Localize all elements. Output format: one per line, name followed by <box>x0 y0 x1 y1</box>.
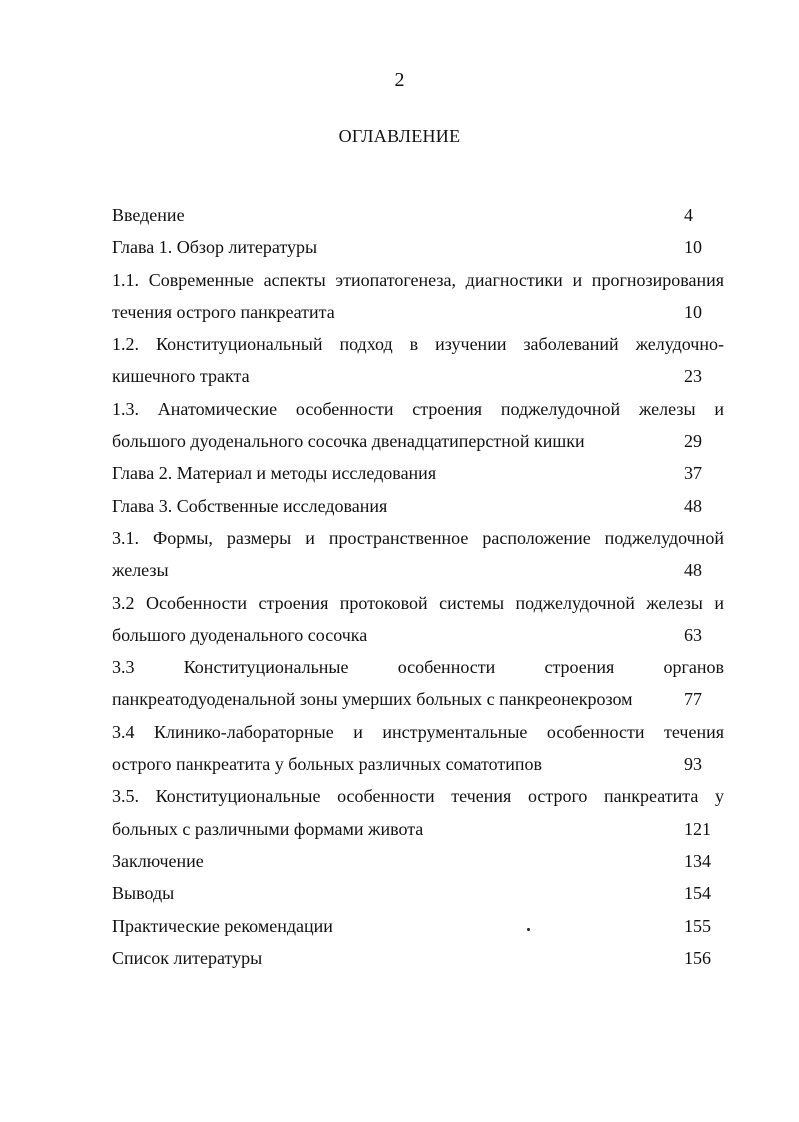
toc-entry-text: острого панкреатита у больных различных соматотипов <box>112 754 543 775</box>
toc-entry-references <box>112 942 724 974</box>
toc-entry-chapter-3 <box>112 490 724 522</box>
toc-page-number: 48 <box>684 560 702 581</box>
toc-entry-section-3-1 <box>112 522 724 554</box>
toc-entry-section-3-1-cont <box>112 554 724 586</box>
toc-page-number: 37 <box>684 463 702 484</box>
toc-entry-section-1-2-cont <box>112 360 724 392</box>
toc-entry-intro <box>112 199 724 231</box>
table-of-contents <box>112 199 724 974</box>
toc-entry-text: 3.1. Формы, размеры и пространственное расположение поджелудочной <box>112 527 724 548</box>
toc-page-number: 121 <box>684 818 711 839</box>
toc-entry-text: кишечного тракта <box>112 366 250 387</box>
toc-entry-section-3-4-cont <box>112 748 724 780</box>
toc-page-number: 77 <box>684 689 702 710</box>
toc-page-number: 23 <box>684 366 702 387</box>
toc-page-number: 93 <box>684 754 702 775</box>
page-number: 2 <box>394 69 405 91</box>
page-title: ОГЛАВЛЕНИЕ <box>338 126 461 146</box>
toc-page-number: 63 <box>684 624 702 645</box>
toc-page-number: 154 <box>684 883 711 904</box>
toc-entry-text: 1.1. Современные аспекты этиопатогенеза, диагностики и прогнозирования <box>112 269 724 290</box>
toc-entry-text: Заключение <box>112 850 204 871</box>
toc-entry-section-3-5-cont <box>112 813 724 845</box>
toc-page-number: 156 <box>684 947 711 968</box>
toc-entry-section-1-3-cont <box>112 425 724 457</box>
toc-entry-text: железы <box>112 560 169 581</box>
toc-entry-section-1-1-cont <box>112 296 724 328</box>
stray-dot <box>527 928 530 931</box>
toc-entry-text: большого дуоденального сосочка двенадцатиперстной кишки <box>112 431 585 452</box>
toc-entry-text: Глава 1. Обзор литературы <box>112 237 318 258</box>
toc-entry-section-1-3 <box>112 393 724 425</box>
toc-entry-chapter-2 <box>112 457 724 489</box>
toc-page-number: 155 <box>684 915 711 936</box>
toc-entry-text: панкреатодуоденальной зоны умерших больных с панкреонекрозом <box>112 689 633 710</box>
toc-entry-text: Список литературы <box>112 947 263 968</box>
toc-entry-text: Глава 3. Собственные исследования <box>112 495 388 516</box>
toc-entry-section-3-5 <box>112 780 724 812</box>
toc-page-number: 29 <box>684 431 702 452</box>
toc-entry-recommendations <box>112 910 724 942</box>
toc-entry-section-3-2 <box>112 587 724 619</box>
toc-entry-text: 3.5. Конституциональные особенности течения острого панкреатита у <box>112 786 724 807</box>
toc-entry-chapter-1 <box>112 231 724 263</box>
toc-entry-text: больных с различными формами живота <box>112 818 424 839</box>
toc-entry-text: 1.3. Анатомические особенности строения поджелудочной железы и <box>112 398 724 419</box>
toc-entry-text: Введение <box>112 205 185 225</box>
toc-entry-section-1-1 <box>112 264 724 296</box>
toc-entry-text: 1.2. Конституциональный подход в изучении заболеваний желудочно- <box>112 334 724 355</box>
toc-page-number: 134 <box>684 850 711 871</box>
toc-entry-text: 3.3 Конституциональные особенности строения органов <box>112 657 724 678</box>
toc-entry-text: Глава 2. Материал и методы исследования <box>112 463 437 484</box>
toc-page-number: 10 <box>684 237 702 258</box>
toc-entry-text: Выводы <box>112 883 175 904</box>
toc-entry-text: 3.2 Особенности строения протоковой системы поджелудочной железы и <box>112 592 724 613</box>
toc-entry-text: большого дуоденального сосочка <box>112 624 368 645</box>
toc-entry-text: Практические рекомендации <box>112 915 333 936</box>
toc-entry-conclusion <box>112 845 724 877</box>
toc-entry-section-3-3-cont <box>112 683 724 715</box>
toc-page-number: 10 <box>684 301 702 322</box>
toc-entry-section-3-2-cont <box>112 619 724 651</box>
toc-entry-text: 3.4 Клинико-лабораторные и инструментальные особенности течения <box>112 721 724 742</box>
toc-entry-findings <box>112 877 724 909</box>
toc-entry-section-3-3 <box>112 651 724 683</box>
toc-page-number: 4 <box>684 205 693 225</box>
toc-entry-text: течения острого панкреатита <box>112 301 335 322</box>
toc-page-number: 48 <box>684 495 702 516</box>
toc-entry-section-3-4 <box>112 716 724 748</box>
toc-entry-section-1-2 <box>112 328 724 360</box>
